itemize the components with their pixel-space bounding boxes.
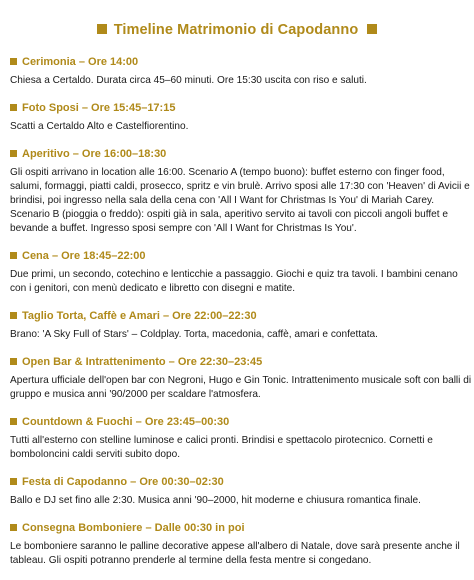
square-bullet-icon xyxy=(367,24,377,34)
section-heading: Festa di Capodanno – Ore 00:30–02:30 xyxy=(10,475,464,489)
body-line: Ballo e DJ set fino alle 2:30. Musica anni '90–2000, hit moderne e chiusura romantica finale. xyxy=(10,495,421,506)
section-body xyxy=(10,74,464,88)
body-line: Brano: 'A Sky Full of Stars' – Coldplay. Torta, macedonia, caffè, amari e confettata. xyxy=(10,329,378,340)
square-bullet-icon xyxy=(10,104,17,111)
section-festa-capodanno xyxy=(10,475,464,508)
body-line: Scatti a Certaldo Alto e Castelfiorentino. xyxy=(10,121,189,132)
section-aperitivo xyxy=(10,147,470,236)
section-heading: Consegna Bomboniere – Dalle 00:30 in poi xyxy=(10,521,464,535)
section-heading: Cena – Ore 18:45–22:00 xyxy=(10,249,464,263)
section-body xyxy=(10,374,472,402)
section-heading: Taglio Torta, Caffè e Amari – Ore 22:00–22:30 xyxy=(10,309,464,323)
section-body xyxy=(10,328,464,342)
section-foto-sposi xyxy=(10,101,464,134)
section-open-bar xyxy=(10,355,472,402)
body-line: Scenario B (pioggia o freddo): ospiti già in sala, aperitivo servito ai tavoli con piccoli angoli buffet e xyxy=(10,209,449,220)
section-body xyxy=(10,434,464,462)
square-bullet-icon xyxy=(97,24,107,34)
body-line: salumi, formaggi, piatti caldi, prosecco, spritz e vin brulè. Arrivo sposi alle 17:30 con 'Heaven' di Avicii e xyxy=(10,181,470,192)
body-line: Apertura ufficiale dell'open bar con Negroni, Hugo e Gin Tonic. Intrattenimento musicale soft con balli di xyxy=(10,375,472,386)
square-bullet-icon xyxy=(10,358,17,365)
body-line: gruppo e musica anni '90/2000 per scaldare l'atmosfera. xyxy=(10,389,261,400)
document-title-text: Timeline Matrimonio di Capodanno xyxy=(113,22,359,38)
section-taglio-torta xyxy=(10,309,464,342)
document-title xyxy=(10,0,464,38)
section-heading: Foto Sposi – Ore 15:45–17:15 xyxy=(10,101,464,115)
section-countdown xyxy=(10,415,464,462)
section-body xyxy=(10,166,470,236)
body-line: bevande a buffet. Ingresso sposi sempre con 'All I Want for Christmas Is You'. xyxy=(10,223,357,234)
section-heading: Countdown & Fuochi – Ore 23:45–00:30 xyxy=(10,415,464,429)
square-bullet-icon xyxy=(10,418,17,425)
body-line: Chiesa a Certaldo. Durata circa 45–60 minuti. Ore 15:30 uscita con riso e saluti. xyxy=(10,75,367,86)
section-cena xyxy=(10,249,464,296)
section-consegna-bomboniere xyxy=(10,521,464,568)
section-cerimonia xyxy=(10,55,464,88)
body-line: Le bomboniere saranno le palline decorative appese all'albero di Natale, dove sarà presente anche il xyxy=(10,541,460,552)
square-bullet-icon xyxy=(10,312,17,319)
body-line: Tutti all'esterno con stelline luminose e calici pronti. Brindisi e spettacolo pirotecnico. Cornetti e xyxy=(10,435,433,446)
section-body xyxy=(10,120,464,134)
square-bullet-icon xyxy=(10,252,17,259)
square-bullet-icon xyxy=(10,478,17,485)
square-bullet-icon xyxy=(10,58,17,65)
section-body xyxy=(10,540,464,568)
body-line: bomboloncini caldi serviti subito dopo. xyxy=(10,449,181,460)
body-line: con i genitori, con menù dedicato e libretto con disegni e matite. xyxy=(10,283,296,294)
section-body xyxy=(10,268,464,296)
square-bullet-icon xyxy=(10,150,17,157)
body-line: Due primi, un secondo, cotechino e lenticchie a passaggio. Giochi e quiz tra tavoli. I bambini cenano xyxy=(10,269,458,280)
body-line: brindisi, poi ingresso nella sala della cena con 'All I Want for Christmas Is You' di Mariah Carey. xyxy=(10,195,435,206)
body-line: tableau. Gli ospiti potranno prenderle al termine della festa mentre si congedano. xyxy=(10,555,372,566)
body-line: Gli ospiti arrivano in location alle 16:00. Scenario A (tempo buono): buffet esterno con finger food, xyxy=(10,167,445,178)
square-bullet-icon xyxy=(10,524,17,531)
section-heading: Open Bar & Intrattenimento – Ore 22:30–23:45 xyxy=(10,355,464,369)
section-heading: Cerimonia – Ore 14:00 xyxy=(10,55,464,69)
section-body xyxy=(10,494,464,508)
section-heading: Aperitivo – Ore 16:00–18:30 xyxy=(10,147,464,161)
